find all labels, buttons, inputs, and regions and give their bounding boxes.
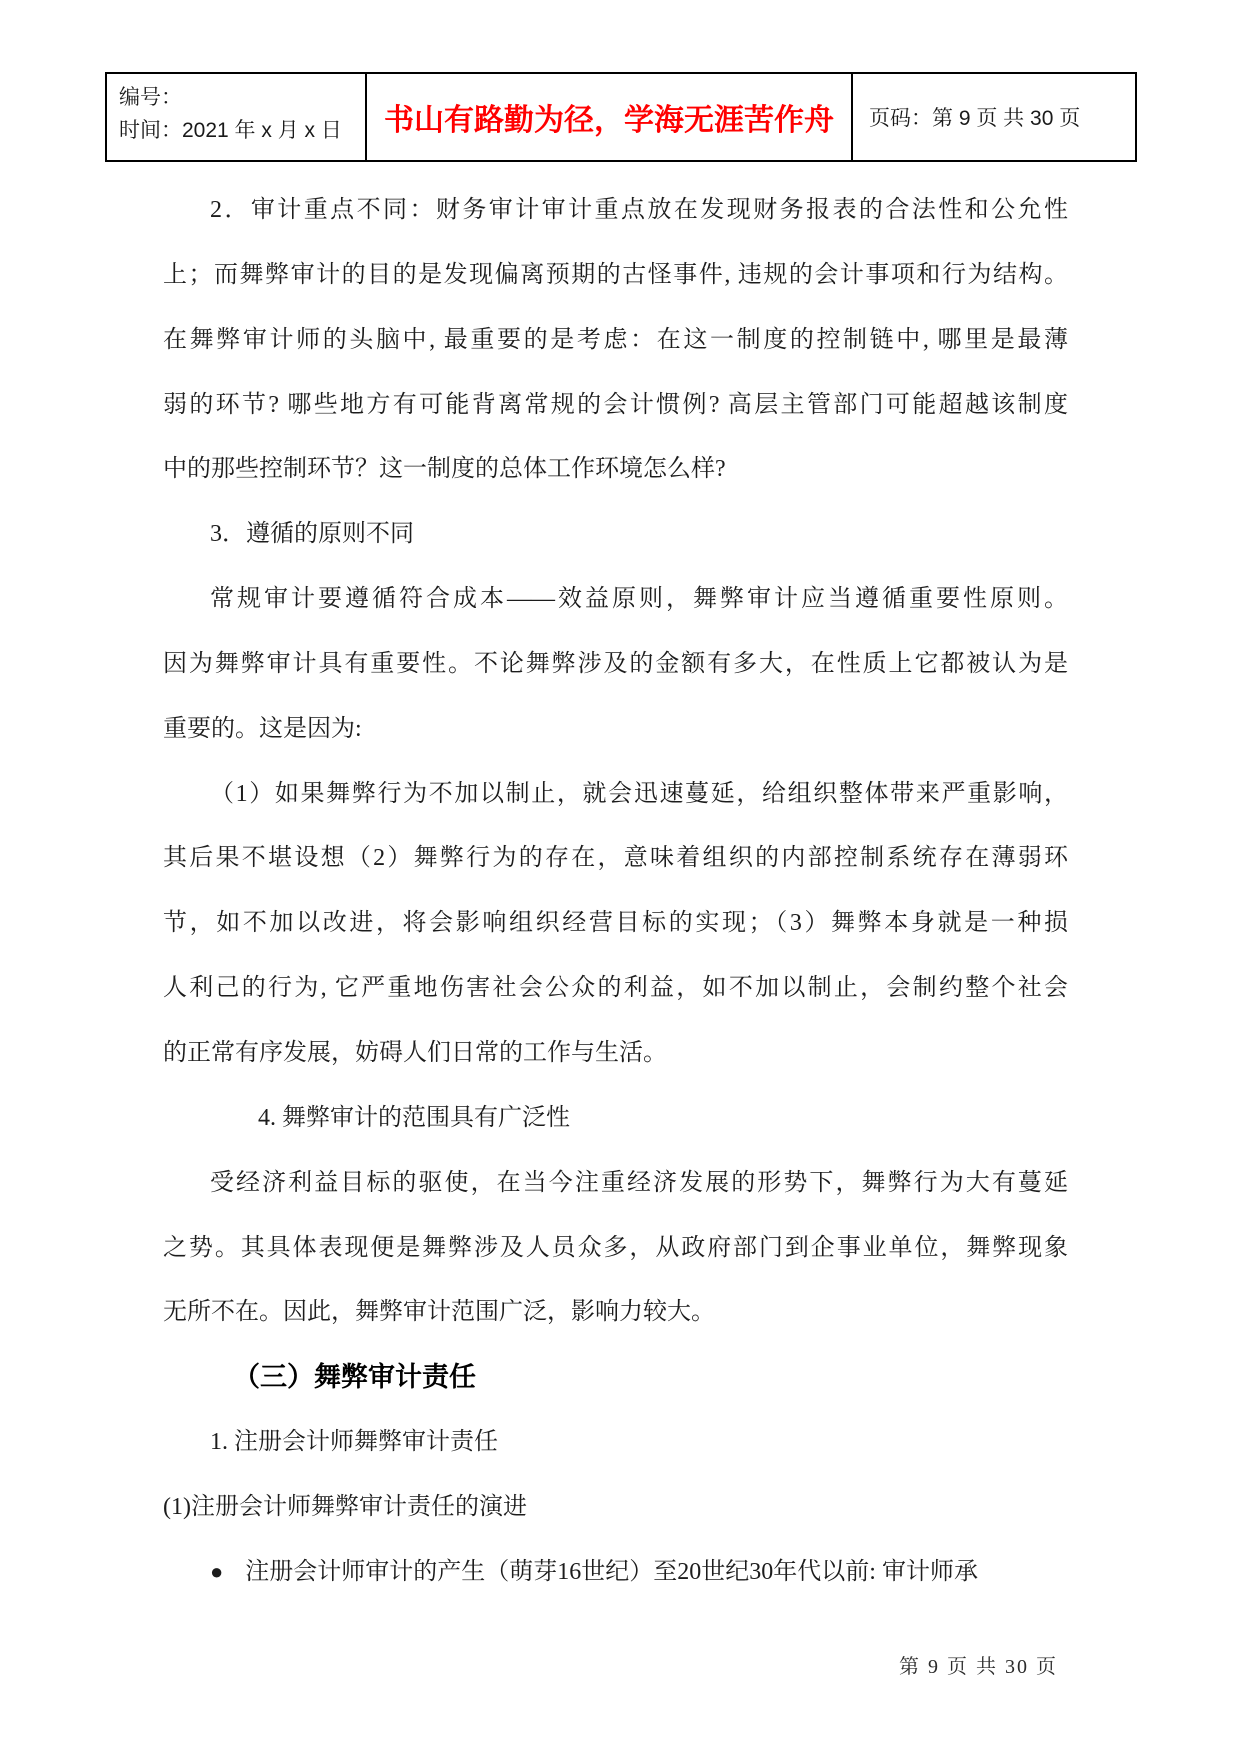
body-line: 2．审计重点不同：财务审计审计重点放在发现财务报表的合法性和公允性 (210, 197, 1068, 223)
header-banner-cell (367, 74, 853, 160)
body-line (163, 1540, 1068, 1605)
body-line: 其后果不堪设想（2）舞弊行为的存在，意味着组织的内部控制系统存在薄弱环 (163, 845, 1068, 872)
body-line: 无所不在。因此，舞弊审计范围广泛，影响力较大。 (163, 1299, 715, 1326)
body-line: 因为舞弊审计具有重要性。不论舞弊涉及的金额有多大，在性质上它都被认为是 (163, 650, 1068, 677)
body-line: 重要的。这是因为: (163, 715, 362, 742)
body-line-text: 注册会计师审计的产生（萌芽16世纪）至20世纪30年代以前: 审计师承 (245, 1558, 978, 1585)
page-footer (899, 1650, 1058, 1679)
body-line: 常规审计要遵循符合成本——效益原则，舞弊审计应当遵循重要性原则。 (210, 586, 1068, 613)
body-line: 上；而舞弊审计的目的是发现偏离预期的古怪事件, 违规的会计事项和行为结构。 (163, 261, 1068, 288)
body-line: 受经济利益目标的驱使，在当今注重经济发展的形势下，舞弊行为大有蔓延 (210, 1169, 1068, 1196)
body-line: 节，如不加以改进，将会影响组织经营目标的实现；（3）舞弊本身就是一种损 (163, 910, 1068, 937)
body-line: 3．遵循的原则不同 (210, 521, 414, 548)
header-banner-text: 书山有路勤为径，学海无涯苦作舟 (384, 104, 834, 137)
body-line: (1)注册会计师舞弊审计责任的演进 (163, 1493, 527, 1520)
header-page-cell (853, 74, 1135, 160)
header-page-info: 页码：第 9 页 共 30 页 (869, 107, 1081, 130)
body-line: 之势。其具体表现便是舞弊涉及人员众多，从政府部门到企事业单位，舞弊现象 (163, 1234, 1068, 1261)
body-line: 的正常有序发展，妨碍人们日常的工作与生活。 (163, 1039, 667, 1066)
header-meta-cell (107, 74, 367, 160)
section-heading: （三）舞弊审计责任 (233, 1362, 476, 1393)
bullet-icon: ● (210, 1558, 224, 1584)
body-line: 4. 舞弊审计的范围具有广泛性 (258, 1104, 570, 1131)
footer-page-info: 第 9 页 共 30 页 (899, 1656, 1058, 1678)
body-line: （1）如果舞弊行为不加以制止，就会迅速蔓延，给组织整体带来严重影响， (210, 780, 1068, 807)
page-header-table (105, 72, 1137, 162)
header-date-line: 时间：2021 年 x 月 x 日 (119, 119, 342, 142)
body-line: 弱的环节? 哪些地方有可能背离常规的会计惯例? 高层主管部门可能超越该制度 (163, 391, 1068, 418)
body-line: 1. 注册会计师舞弊审计责任 (210, 1429, 498, 1456)
body-line: 中的那些控制环节？这一制度的总体工作环境怎么样? (163, 456, 726, 483)
body-line: 人利己的行为, 它严重地伤害社会公众的利益，如不加以制止，会制约整个社会 (163, 975, 1068, 1002)
document-body (163, 178, 1068, 1605)
body-line: 在舞弊审计师的头脑中, 最重要的是考虑：在这一制度的控制链中, 哪里是最薄 (163, 326, 1068, 353)
header-number-label: 编号： (119, 86, 182, 109)
